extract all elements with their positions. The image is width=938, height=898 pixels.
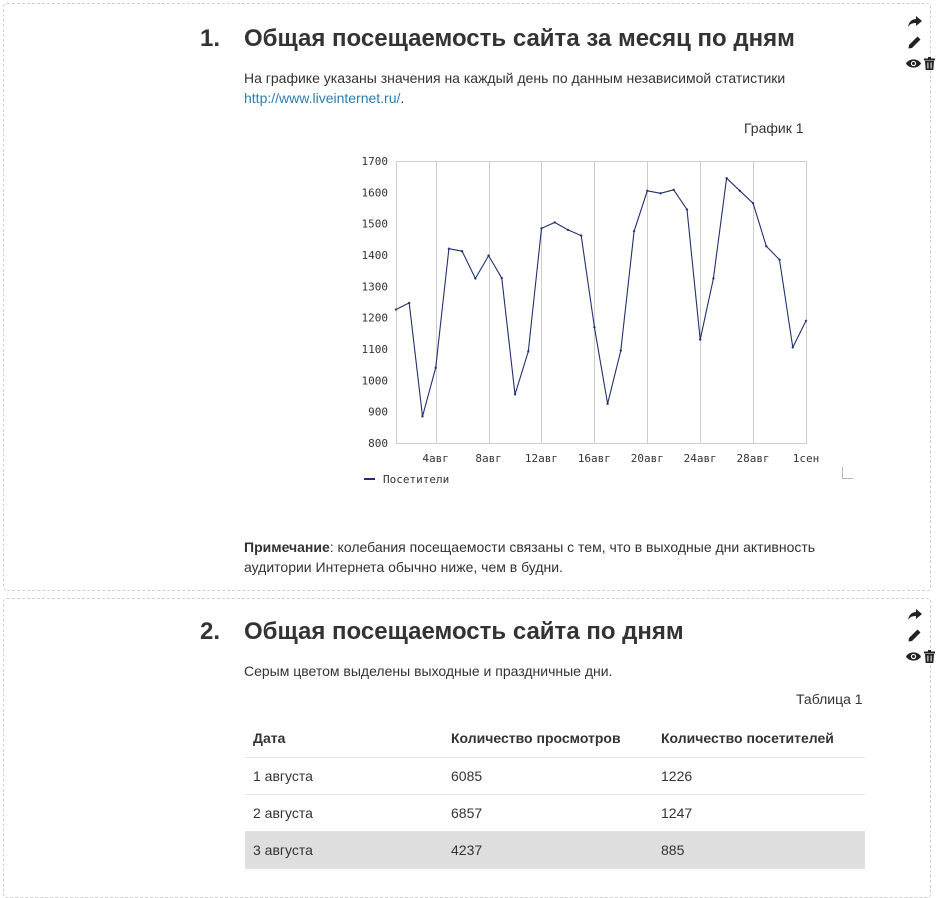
table-header-row xyxy=(245,719,865,758)
cell-date: 3 августа xyxy=(245,832,443,869)
data-point xyxy=(527,350,529,352)
traffic-table xyxy=(245,719,865,869)
y-tick-label: 1700 xyxy=(361,155,388,168)
data-point xyxy=(448,248,450,250)
y-tick-label: 1500 xyxy=(361,217,388,231)
y-tick-label: 1400 xyxy=(361,249,388,262)
data-point xyxy=(792,346,794,348)
eye-icon[interactable] xyxy=(906,58,921,69)
eye-icon[interactable] xyxy=(906,651,921,662)
x-tick-label: 8авг xyxy=(475,452,502,465)
visitors-line-chart xyxy=(344,146,844,486)
table-caption: Таблица 1 xyxy=(796,691,863,707)
x-tick-label: 4авг xyxy=(422,452,449,465)
x-tick-label: 12авг xyxy=(524,452,559,465)
data-point xyxy=(712,277,714,279)
data-point xyxy=(659,192,661,194)
data-point xyxy=(699,338,701,340)
share-icon[interactable] xyxy=(908,16,922,28)
data-point xyxy=(752,202,754,204)
data-point xyxy=(408,302,410,304)
legend-label: Посетители xyxy=(383,473,450,486)
data-point xyxy=(765,245,767,247)
trash-icon[interactable] xyxy=(924,57,935,70)
cell-visitors: 1247 xyxy=(653,795,865,832)
cell-date: 1 августа xyxy=(245,758,443,795)
x-tick-label: 24авг xyxy=(683,452,717,465)
section-site-traffic-by-day xyxy=(3,598,931,898)
data-point xyxy=(434,367,436,369)
data-point xyxy=(739,190,741,192)
data-point xyxy=(514,393,516,395)
y-tick-label: 1100 xyxy=(361,343,388,356)
plot-frame xyxy=(397,162,807,444)
cell-views: 6085 xyxy=(443,758,653,795)
section-title: Общая посещаемость сайта по дням xyxy=(244,618,684,645)
column-header-views: Количество просмотров xyxy=(443,719,653,758)
section-title: Общая посещаемость сайта за месяц по дням xyxy=(244,25,795,52)
x-tick-label: 16авг xyxy=(577,452,611,465)
note-text: : колебания посещаемости связаны с тем, что в выходные дни активность аудитории Интернета обычно ниже, чем в будни. xyxy=(244,539,816,575)
liveinternet-link[interactable]: http://www.liveinternet.ru/ xyxy=(244,90,401,106)
y-tick-label: 900 xyxy=(368,405,388,419)
data-point xyxy=(395,308,397,310)
share-icon[interactable] xyxy=(908,609,922,621)
data-point xyxy=(461,250,463,252)
data-point xyxy=(593,326,595,328)
data-point xyxy=(606,403,608,405)
data-point xyxy=(554,221,556,223)
note-label: Примечание xyxy=(244,539,330,555)
data-point xyxy=(673,189,675,191)
chart-resize-handle[interactable] xyxy=(842,467,853,479)
data-point xyxy=(580,234,582,236)
x-tick-label: 28авг xyxy=(736,452,770,465)
edit-icon[interactable] xyxy=(908,629,921,642)
section-intro xyxy=(244,68,844,108)
section-site-traffic-month xyxy=(3,3,931,591)
data-point xyxy=(620,349,622,351)
cell-visitors: 1226 xyxy=(653,758,865,795)
data-point xyxy=(501,277,503,279)
y-tick-label: 1000 xyxy=(361,374,388,388)
section-number: 2. xyxy=(200,618,221,645)
section-number: 1. xyxy=(200,25,221,52)
intro-text: На графике указаны значения на каждый день по данным независимой статистики xyxy=(244,70,786,86)
data-point xyxy=(686,208,688,210)
data-point xyxy=(487,254,489,256)
figure-caption: График 1 xyxy=(744,120,804,136)
intro-suffix: . xyxy=(400,90,405,106)
data-point xyxy=(633,230,635,232)
column-header-visitors: Количество посетителей xyxy=(653,719,865,758)
table-row xyxy=(245,758,865,795)
y-tick-label: 1300 xyxy=(361,280,388,294)
x-tick-label: 1сен xyxy=(792,452,820,465)
cell-visitors: 885 xyxy=(653,832,865,869)
data-point xyxy=(474,277,476,279)
data-point xyxy=(725,177,727,179)
data-point xyxy=(778,259,780,261)
cell-views: 6857 xyxy=(443,795,653,832)
cell-date: 2 августа xyxy=(245,795,443,832)
x-tick-label: 20авг xyxy=(630,452,664,465)
y-tick-label: 800 xyxy=(368,437,388,450)
cell-views: 4237 xyxy=(443,832,653,869)
edit-icon[interactable] xyxy=(908,36,921,49)
data-point xyxy=(421,415,423,417)
table-row xyxy=(245,795,865,832)
data-point xyxy=(646,190,648,192)
data-point xyxy=(540,227,542,229)
series-line xyxy=(396,178,806,416)
data-point xyxy=(567,229,569,231)
chart-note xyxy=(244,537,844,577)
table-row-holiday xyxy=(245,832,865,869)
y-tick-label: 1200 xyxy=(361,311,388,325)
data-point xyxy=(805,320,807,322)
column-header-date: Дата xyxy=(245,719,443,758)
trash-icon[interactable] xyxy=(924,650,935,663)
y-tick-label: 1600 xyxy=(361,186,388,200)
section-intro: Серым цветом выделены выходные и праздничные дни. xyxy=(244,663,613,679)
